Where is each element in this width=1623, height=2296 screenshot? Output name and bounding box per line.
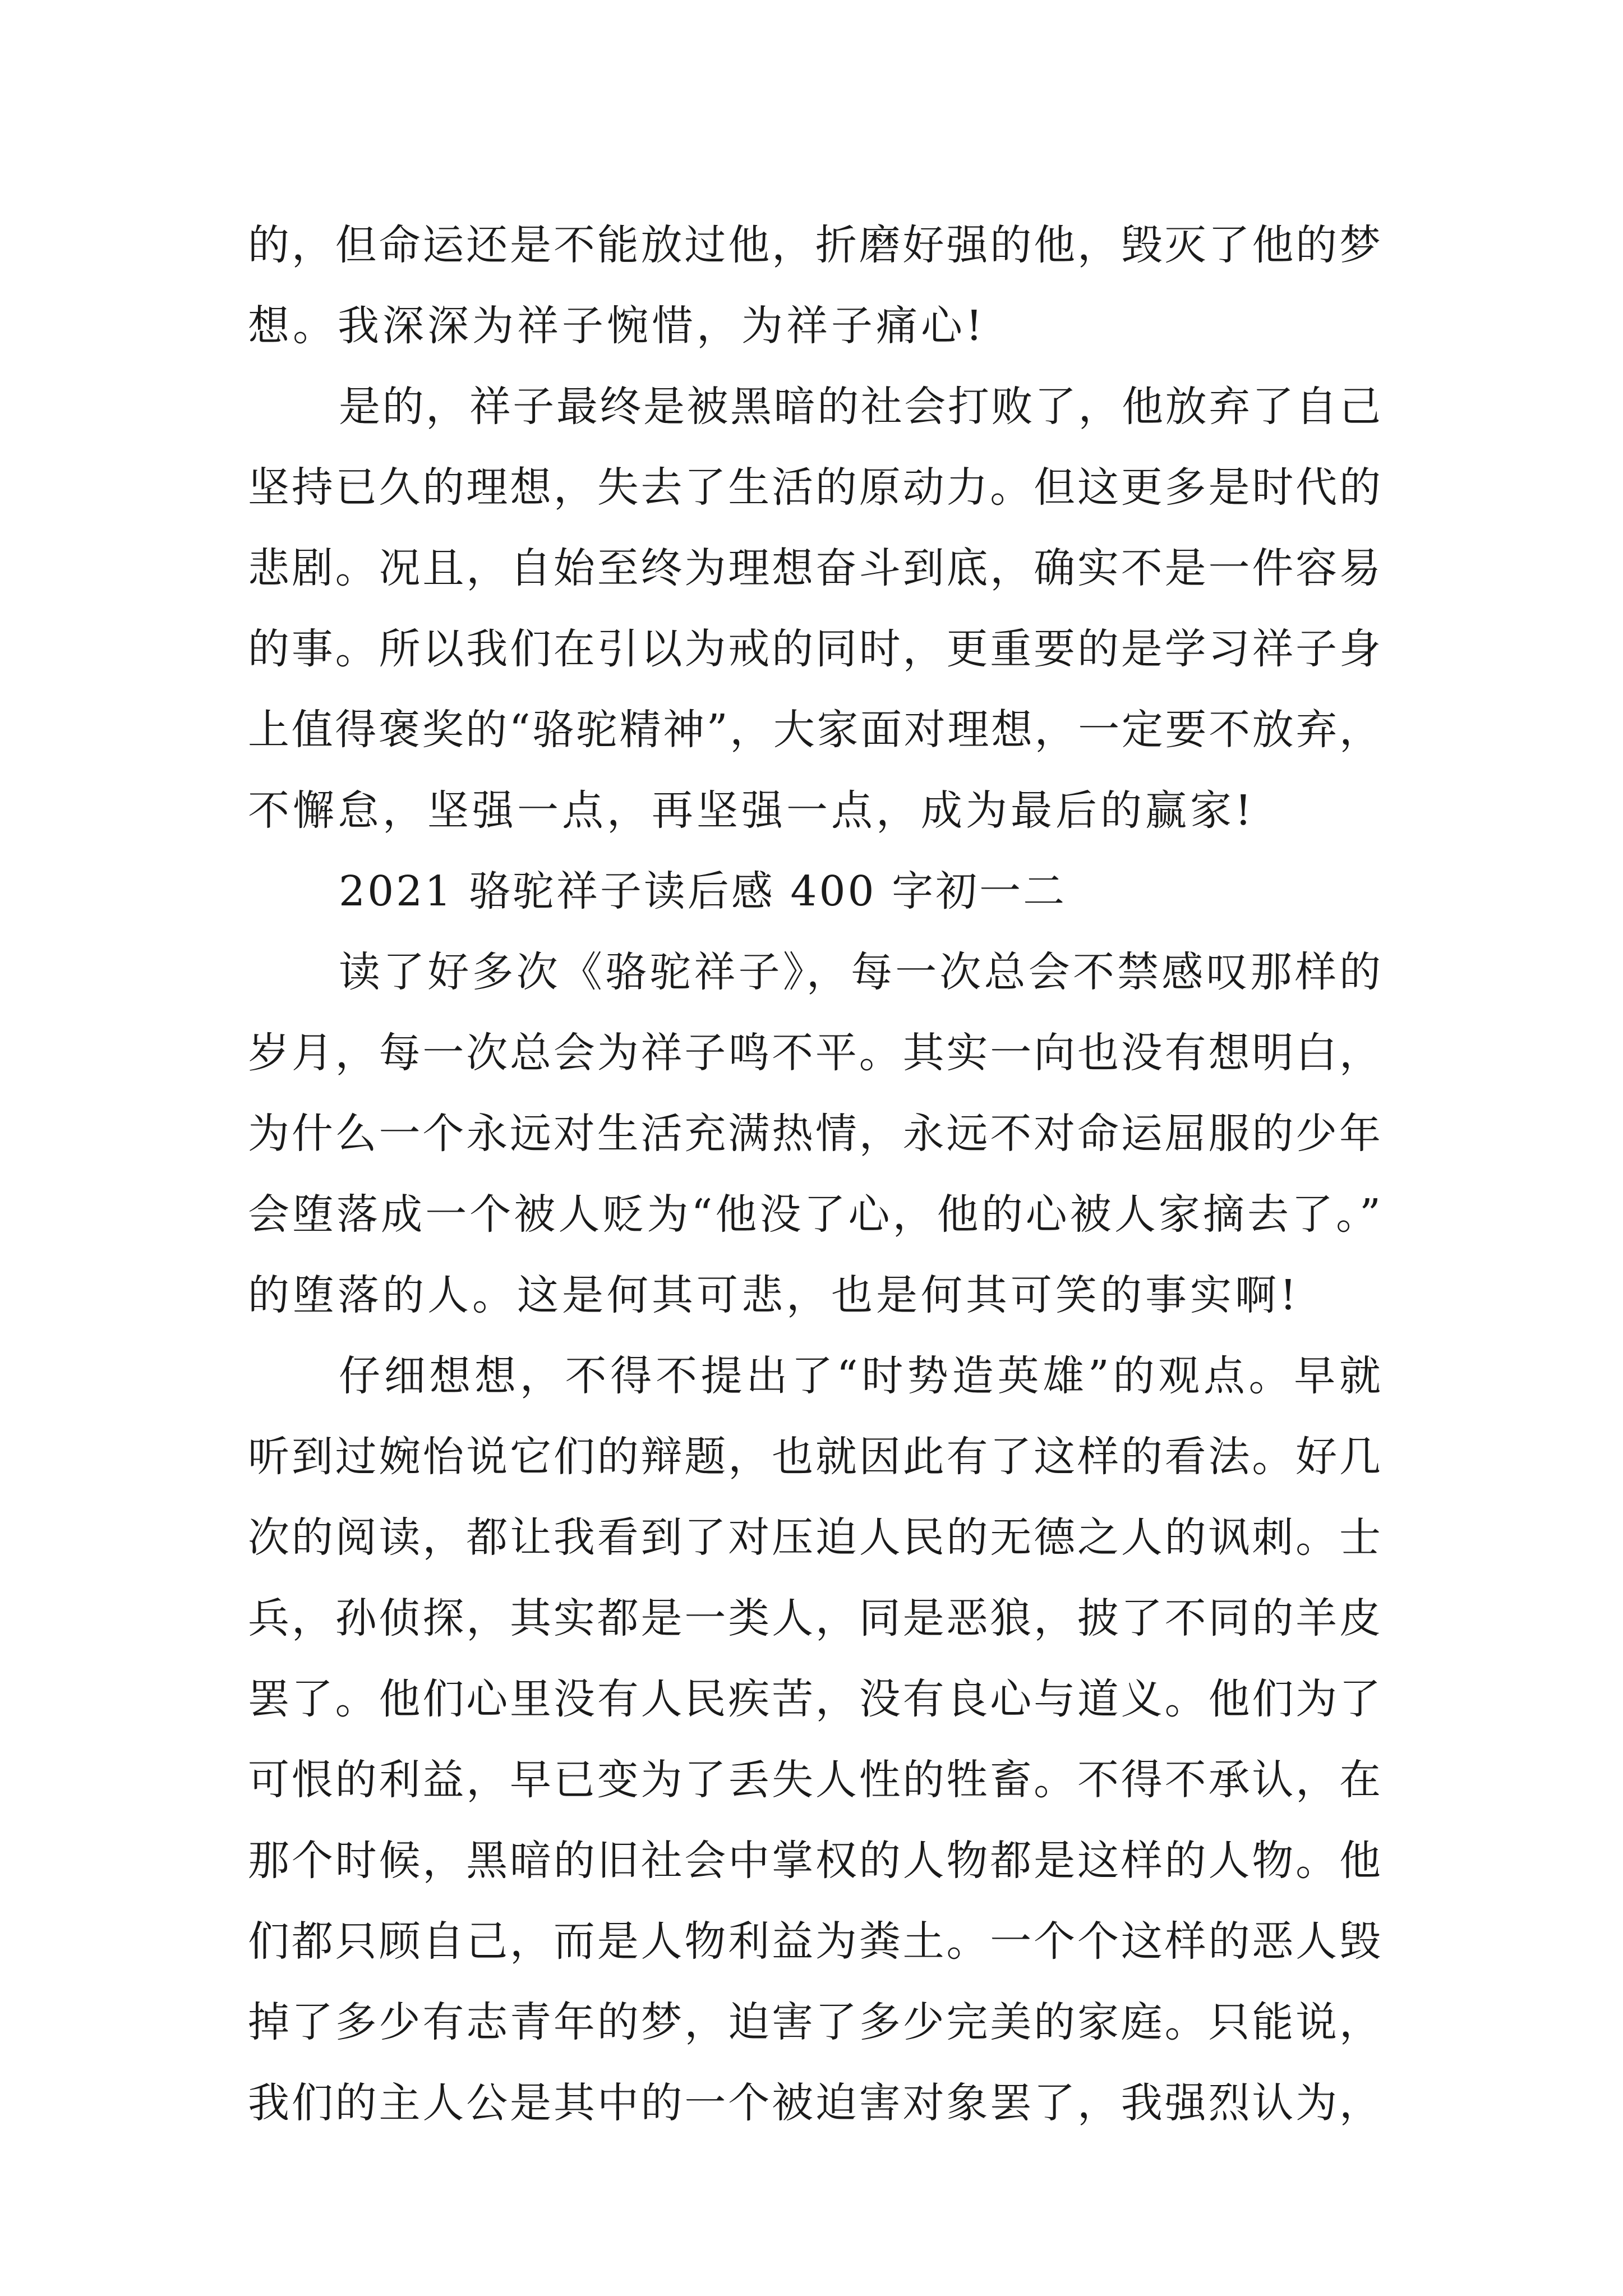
paragraph-line: 的事。所以我们在引以为戒的同时，更重要的是学习祥子身 bbox=[248, 625, 1381, 673]
paragraph-line: 们都只顾自己，而是人物利益为粪土。一个个这样的恶人毁 bbox=[248, 1917, 1381, 1966]
paragraph-line: 掉了多少有志青年的梦，迫害了多少完美的家庭。只能说， bbox=[248, 1998, 1381, 2046]
paragraph-line: 想。我深深为祥子惋惜，为祥子痛心! bbox=[248, 302, 986, 350]
paragraph-line: 会堕落成一个被人贬为“他没了心，他的心被人家摘去了。” bbox=[248, 1190, 1381, 1239]
paragraph-line: 悲剧。况且，自始至终为理想奋斗到底，确实不是一件容易 bbox=[248, 544, 1381, 592]
paragraph-line: 为什么一个永远对生活充满热情，永远不对命运屈服的少年 bbox=[248, 1110, 1381, 1158]
paragraph-line: 兵，孙侦探，其实都是一类人，同是恶狼，披了不同的羊皮 bbox=[248, 1594, 1381, 1642]
paragraph-line: 不懈怠，坚强一点，再坚强一点，成为最后的赢家! bbox=[248, 786, 1255, 835]
paragraph-line: 那个时候，黑暗的旧社会中掌权的人物都是这样的人物。他 bbox=[248, 1837, 1381, 1885]
paragraph-line: 的堕落的人。这是何其可悲，也是何其可笑的事实啊! bbox=[248, 1271, 1300, 1319]
paragraph-line: 次的阅读，都让我看到了对压迫人民的无德之人的讽刺。士 bbox=[248, 1513, 1381, 1562]
paragraph-line: 罢了。他们心里没有人民疾苦，没有良心与道义。他们为了 bbox=[248, 1675, 1381, 1723]
section-heading: 2021 骆驼祥子读后感 400 字初一二 bbox=[339, 867, 1067, 915]
paragraph-line: 听到过婉怡说它们的辩题，也就因此有了这样的看法。好几 bbox=[248, 1433, 1381, 1481]
paragraph-line: 上值得褒奖的“骆驼精神”，大家面对理想，一定要不放弃， bbox=[248, 706, 1381, 754]
paragraph-line: 仔细想想，不得不提出了“时势造英雄”的观点。早就 bbox=[339, 1352, 1381, 1400]
paragraph-line: 我们的主人公是其中的一个被迫害对象罢了，我强烈认为， bbox=[248, 2079, 1381, 2127]
paragraph-line: 的，但命运还是不能放过他，折磨好强的他，毁灭了他的梦 bbox=[248, 221, 1381, 269]
paragraph-line: 是的，祥子最终是被黑暗的社会打败了，他放弃了自己 bbox=[339, 383, 1381, 431]
paragraph-line: 读了好多次《骆驼祥子》，每一次总会不禁感叹那样的 bbox=[339, 948, 1381, 996]
paragraph-line: 可恨的利益，早已变为了丢失人性的牲畜。不得不承认，在 bbox=[248, 1756, 1381, 1804]
paragraph-line: 坚持已久的理想，失去了生活的原动力。但这更多是时代的 bbox=[248, 463, 1381, 512]
paragraph-line: 岁月，每一次总会为祥子鸣不平。其实一向也没有想明白， bbox=[248, 1029, 1381, 1077]
